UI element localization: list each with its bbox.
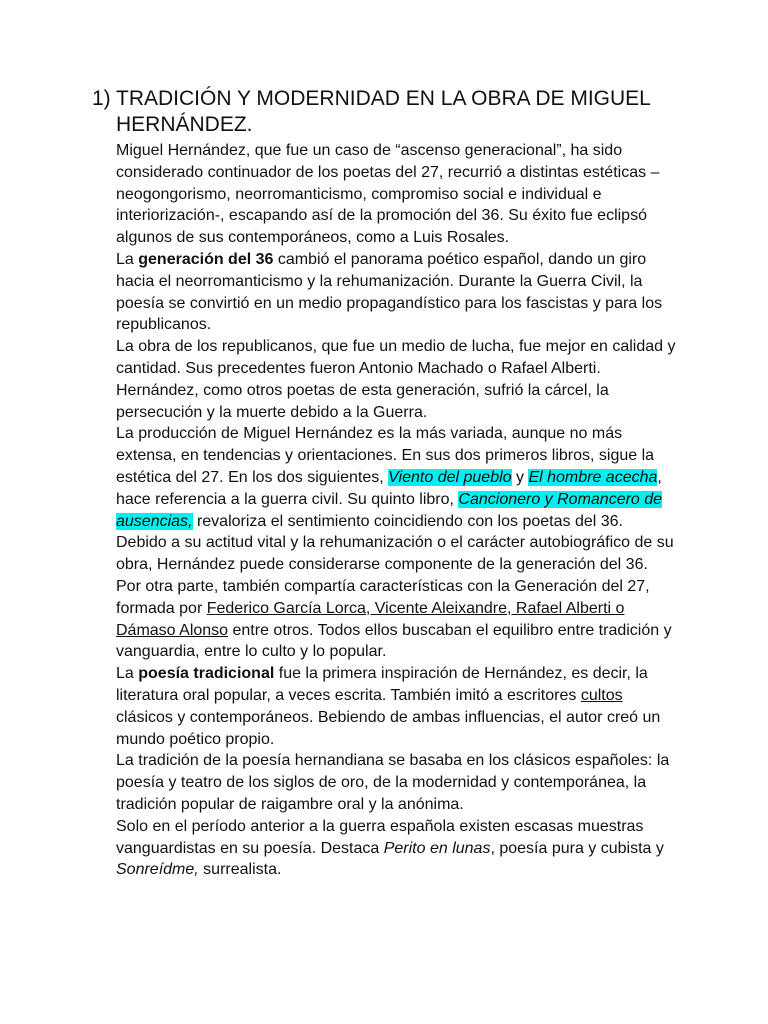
paragraph-9-text-c: surrealista. (198, 861, 282, 879)
section-heading (92, 86, 692, 138)
heading-title-line2: HERNÁNDEZ. (116, 113, 253, 136)
paragraph-4-text-y: y (511, 468, 529, 486)
italic-perito-en-lunas: Perito en lunas (383, 839, 491, 857)
paragraph-4-text-c: revaloriza el sentimiento coincidiendo con los poetas del 36. (192, 512, 623, 530)
paragraph-1: Miguel Hernández, que fue un caso de “ascenso generacional”, ha sido considerado continuador de los poetas del 27, recurrió a distintas estéticas –neogongorismo, neorromanticismo, compromiso social e individual e interiorización-, escapando así de la promoción del 36. Su éxito fue eclipsó algunos de sus contemporáneos, como a Luis Rosales. (116, 142, 660, 247)
paragraph-7 (116, 663, 676, 750)
paragraph-7-text-c: clásicos y contemporáneos. Bebiendo de ambas influencias, el autor creó un mundo poético propio. (116, 708, 661, 748)
paragraph-2-text-a: La (116, 250, 139, 268)
body-text (116, 140, 676, 881)
underlined-poets: Federico García Lorca, Vicente Aleixandre, Rafael Alberti o Dámaso Alonso (116, 599, 625, 639)
heading-title (116, 86, 692, 138)
paragraph-6-text-a: Por otra parte, también compartía características con la Generación del 27, formada por (116, 577, 650, 617)
paragraph-9-text-a: Solo en el período anterior a la guerra española existen escasas muestras vanguardistas en su poesía. Destaca (116, 817, 644, 857)
paragraph-2-bold: generación del 36 (138, 250, 274, 268)
paragraph-9-text-b: , poesía pura y cubista y (490, 839, 664, 857)
paragraph-4-text-b: , hace referencia a la guerra civil. Su quinto libro, (116, 468, 662, 508)
paragraph-9 (116, 816, 676, 881)
paragraph-2-text-b: cambió el panorama poético español, dando un giro hacia el neorromanticismo y la rehumanización. Durante la Guerra Civil, la poesía se convirtió en un medio propagandístico para los fascistas y para los republicanos. (116, 250, 663, 334)
paragraph-7-bold: poesía tradicional (138, 665, 275, 683)
paragraph-7-text-b: fue la primera inspiración de Hernández, es decir, la literatura oral popular, a veces escrita. También imitó a escritores (116, 665, 648, 704)
heading-number: 1) (92, 87, 111, 110)
paragraph-2 (116, 249, 676, 336)
paragraph-6-text-b: entre otros. Todos ellos buscaban el equilibro entre tradición y vanguardia, entre lo culto y lo popular. (116, 621, 672, 661)
paragraph-4-text-a: La producción de Miguel Hernández es la más variada, aunque no más extensa, en tendencias y orientaciones. En sus dos primeros libros, sigue la estética del 27. En los dos siguientes, (116, 425, 655, 486)
highlight-cancionero: Cancionero y Romancero de ausencias, (116, 490, 663, 530)
paragraph-6 (116, 576, 676, 663)
highlight-el-hombre-acecha: El hombre acecha (528, 468, 658, 486)
paragraph-3: La obra de los republicanos, que fue un medio de lucha, fue mejor en calidad y cantidad. Sus precedentes fueron Antonio Machado o Rafael Alberti. Hernández, como otros poetas de esta generación, sufrió la cárcel, la persecución y la muerte debido a la Guerra. (116, 338, 676, 421)
heading-title-line1: TRADICIÓN Y MODERNIDAD EN LA OBRA DE MIGUEL (116, 87, 651, 110)
paragraph-7-text-a: La (116, 665, 139, 683)
paragraph-8: La tradición de la poesía hernandiana se basaba en los clásicos españoles: la poesía y teatro de los siglos de oro, de la modernidad y contemporánea, la tradición popular de raigambre oral y la anónima. (116, 752, 670, 813)
paragraph-4 (116, 423, 676, 532)
italic-sonreidme: Sonreídme, (116, 861, 199, 879)
paragraph-5: Debido a su actitud vital y la rehumanización o el carácter autobiográfico de su obra, Hernández puede considerarse componente de la generación del 36. (116, 534, 674, 574)
underlined-cultos: cultos (580, 686, 623, 704)
highlight-viento-del-pueblo: Viento del pueblo (388, 468, 512, 486)
